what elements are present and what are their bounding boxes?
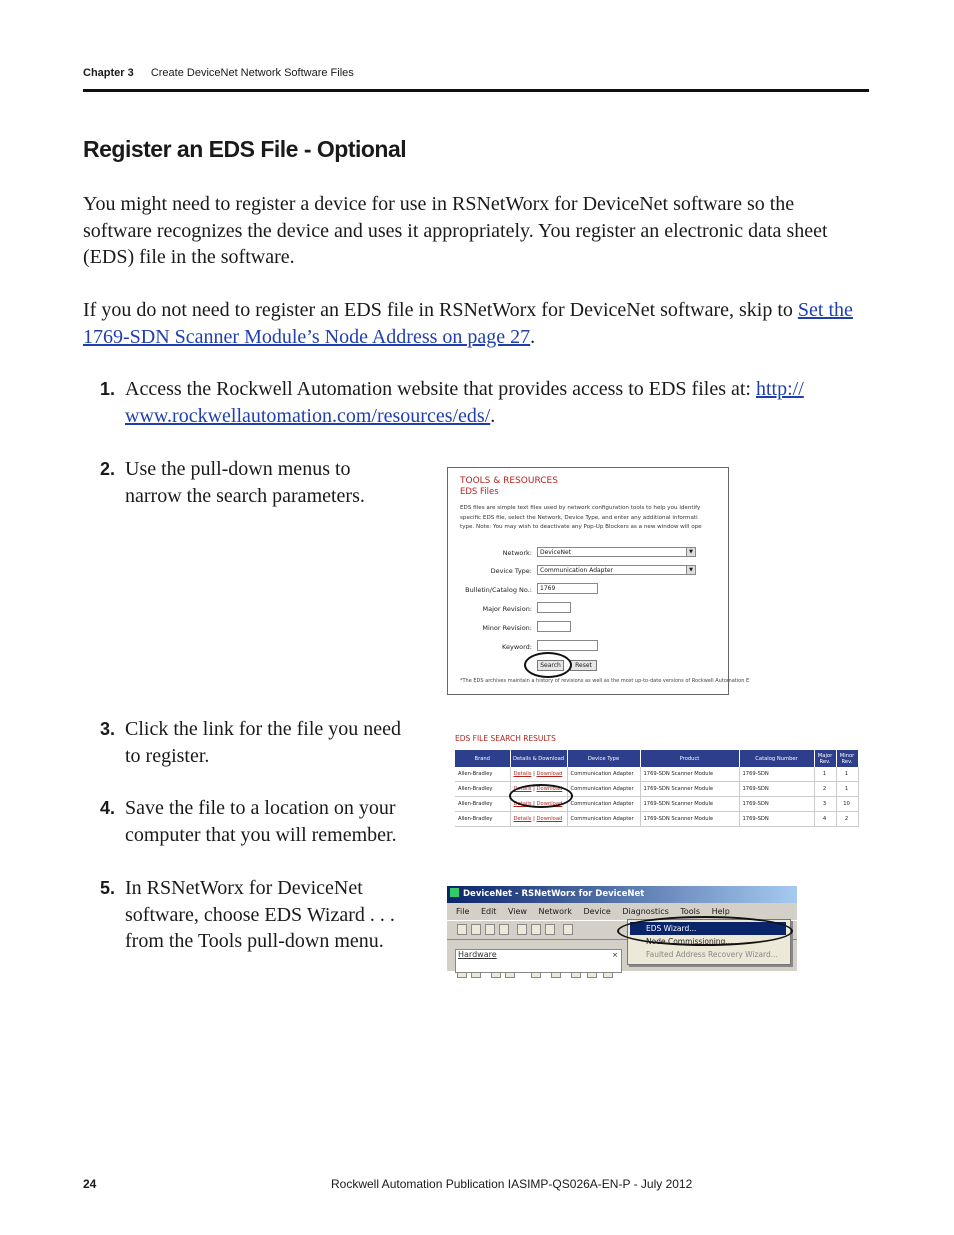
- table-row: Allen-Bradley Details | Download Communication Adapter 1769-SDN Scanner Module 1769-SDN 2 1: [455, 782, 858, 797]
- highlight-circle: [617, 916, 793, 946]
- chapter-title: Create DeviceNet Network Software Files: [150, 67, 354, 79]
- step-number: 2.: [100, 459, 116, 479]
- menu-item-faulted-address-recovery[interactable]: Faulted Address Recovery Wizard...: [646, 950, 778, 959]
- step-number: 3.: [100, 719, 116, 739]
- intro-line-1: You might need to register a device for use in RSNetWorx for DeviceNet software so the: [83, 193, 795, 215]
- table-row: Allen-Bradley Details | Download Communication Adapter 1769-SDN Scanner Module 1769-SDN 1 1: [455, 767, 858, 782]
- running-header: [83, 67, 354, 79]
- eds-results-screenshot: [447, 727, 859, 822]
- app-icon: [450, 888, 459, 897]
- highlight-circle: [509, 784, 573, 808]
- column-header: Brand: [455, 750, 510, 767]
- device-type-label: Device Type:: [490, 567, 532, 575]
- dropdown-arrow-icon: ▼: [686, 566, 695, 574]
- skip-line-2: 1769-SDN Scanner Module’s Node Address on page 27.: [83, 325, 536, 348]
- menu-item-node-commissioning[interactable]: Node Commissioning...: [646, 937, 733, 946]
- results-header-row: [455, 750, 858, 767]
- network-select[interactable]: DeviceNet ▼: [537, 547, 696, 557]
- keyword-input[interactable]: [537, 640, 598, 651]
- network-label: Network:: [502, 549, 532, 557]
- menu-view[interactable]: View: [507, 907, 527, 916]
- details-link[interactable]: Details: [513, 816, 532, 822]
- eds-url-link-part2[interactable]: www.rockwellautomation.com/resources/eds/: [125, 404, 491, 427]
- chapter-label: Chapter 3: [83, 67, 134, 79]
- bulletin-input[interactable]: 1769: [537, 583, 598, 594]
- step-4: 4. Save the file to a location on your computer that you will remember.: [100, 797, 397, 846]
- copy-icon[interactable]: [531, 924, 541, 935]
- details-link[interactable]: Details: [513, 771, 532, 777]
- window-titlebar: [447, 886, 797, 903]
- open-icon[interactable]: [471, 924, 481, 935]
- menu-edit[interactable]: Edit: [480, 907, 497, 916]
- node-address-link-part2[interactable]: 1769-SDN Scanner Module’s Node Address on page 27: [83, 325, 531, 348]
- details-link[interactable]: Details: [513, 801, 532, 807]
- help-icon[interactable]: [563, 924, 573, 935]
- step-number: 4.: [100, 798, 116, 818]
- skip-line-1: If you do not need to register an EDS file in RSNetWorx for DeviceNet software, skip to Set the: [83, 299, 853, 321]
- column-header: Details & Download: [510, 750, 567, 767]
- step-number: 1.: [100, 379, 116, 399]
- menu-help[interactable]: Help: [711, 907, 730, 916]
- details-link[interactable]: Details: [513, 786, 532, 792]
- skip-paragraph: [83, 297, 873, 350]
- dropdown-arrow-icon: ▼: [686, 548, 695, 556]
- menu-item-eds-wizard[interactable]: EDS Wizard...: [630, 922, 786, 935]
- menu-diagnostics[interactable]: Diagnostics: [622, 907, 669, 916]
- eds-search-screenshot: [447, 467, 750, 695]
- download-link[interactable]: Download: [536, 816, 563, 822]
- step-5: 5. In RSNetWorx for DeviceNet software, choose EDS Wizard . . . from the Tools pull-down menu.: [100, 877, 395, 952]
- download-link[interactable]: Download: [536, 771, 563, 777]
- table-row: Allen-Bradley Details | Download Communication Adapter 1769-SDN Scanner Module 1769-SDN 3 10: [455, 797, 858, 812]
- column-header: Product: [640, 750, 739, 767]
- table-row: Allen-Bradley Details | Download Communication Adapter 1769-SDN Scanner Module 1769-SDN 4 2: [455, 812, 858, 827]
- window-title: DeviceNet - RSNetWorx for DeviceNet: [463, 889, 645, 899]
- reset-button[interactable]: Reset: [570, 660, 597, 671]
- step-2: 2. Use the pull-down menus to narrow the search parameters.: [100, 458, 365, 507]
- eds-files-heading: EDS Files: [460, 487, 499, 497]
- new-icon[interactable]: [457, 924, 467, 935]
- device-type-select[interactable]: Communication Adapter ▼: [537, 565, 696, 575]
- search-button[interactable]: Search: [537, 660, 564, 671]
- menu-network[interactable]: Network: [538, 907, 572, 916]
- intro-paragraph: [83, 191, 873, 271]
- download-link[interactable]: Download: [536, 786, 563, 792]
- step-number: 5.: [100, 878, 116, 898]
- node-address-link-part1[interactable]: Set the: [797, 299, 853, 321]
- keyword-label: Keyword:: [502, 643, 532, 651]
- minor-revision-label: Minor Revision:: [482, 624, 532, 632]
- intro-line-2: software recognizes the device and uses it appropriately. You register an electronic data sheet: [83, 219, 828, 242]
- rsnetworx-screenshot: [447, 886, 797, 971]
- download-link[interactable]: Download: [536, 801, 563, 807]
- major-revision-label: Major Revision:: [482, 605, 532, 613]
- intro-line-3: (EDS) file in the software.: [83, 246, 295, 268]
- header-rule: [83, 89, 869, 92]
- eds-url-link-part1[interactable]: http://: [755, 378, 804, 400]
- column-header: Device Type: [567, 750, 640, 767]
- major-revision-input[interactable]: [537, 602, 571, 613]
- step-1: 1. Access the Rockwell Automation website that provides access to EDS files at: http:// www.rockwellautomation.com/resources/eds/.: [100, 378, 804, 427]
- close-icon[interactable]: ×: [612, 951, 618, 959]
- publication-info: Rockwell Automation Publication IASIMP-QS026A-EN-P - July 2012: [331, 1177, 693, 1191]
- paste-icon[interactable]: [545, 924, 555, 935]
- hardware-label: Hardware: [458, 950, 497, 959]
- results-title: EDS FILE SEARCH RESULTS: [455, 734, 556, 743]
- hardware-pane: [455, 949, 622, 973]
- step-3: 3. Click the link for the file you need to register.: [100, 718, 402, 767]
- menu-file[interactable]: File: [456, 907, 470, 916]
- save-icon[interactable]: [485, 924, 495, 935]
- tools-resources-heading: TOOLS & RESOURCES: [460, 476, 558, 486]
- eds-archive-footnote: *The EDS archives maintain a history of revisions as well as the most up-to-date versions of Rockwell Automation E: [460, 678, 750, 684]
- column-header: Catalog Number: [739, 750, 814, 767]
- bulletin-label: Bulletin/Catalog No.:: [465, 586, 532, 594]
- section-title: Register an EDS File - Optional: [83, 136, 407, 162]
- print-icon[interactable]: [499, 924, 509, 935]
- eds-intro-text: EDS files are simple text files used by network configuration tools to help you identify specific EDS file, select the Network, Device Type, and enter any additional informati type. Note: You may wish to deactivate any Pop-Up Blockers as a new window will ope: [460, 505, 702, 530]
- menu-tools[interactable]: Tools: [680, 907, 701, 916]
- menu-device[interactable]: Device: [583, 907, 611, 916]
- column-header: Major Rev.: [814, 750, 836, 767]
- column-header: Minor Rev.: [836, 750, 858, 767]
- minor-revision-input[interactable]: [537, 621, 571, 632]
- cut-icon[interactable]: [517, 924, 527, 935]
- page-number: 24: [83, 1177, 97, 1191]
- highlight-circle: [524, 652, 572, 678]
